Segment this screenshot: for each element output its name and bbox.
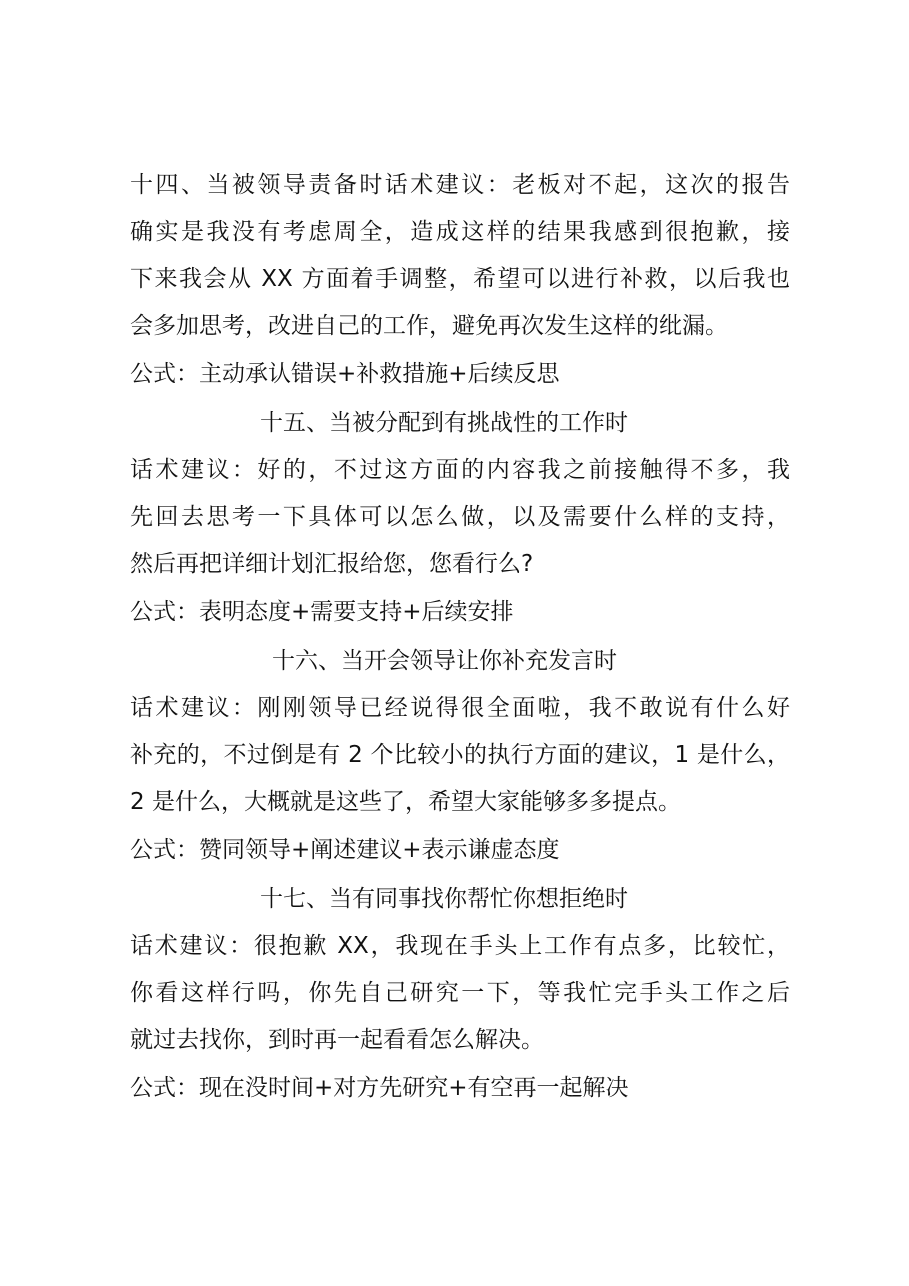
section-16-line-2: 补充的，不过倒是有 2 个比较小的执行方面的建议，1 是什么， [130, 742, 790, 768]
section-16-line-3: 2 是什么，大概就是这些了，希望大家能够多多提点。 [130, 789, 681, 815]
section-14-line-1: 十四、当被领导责备时话术建议：老板对不起，这次的报告 [130, 172, 790, 198]
section-16-line-1: 话术建议：刚刚领导已经说得很全面啦，我不敢说有什么好 [130, 695, 790, 721]
section-17-line-1: 话术建议：很抱歉 XX，我现在手头上工作有点多，比较忙， [130, 933, 790, 959]
section-16-formula: 公式：赞同领导+阐述建议+表示谦虚态度 [130, 837, 560, 863]
section-17-heading: 十七、当有同事找你帮忙你想拒绝时 [260, 886, 628, 912]
section-17-line-3: 就过去找你，到时再一起看看怎么解决。 [130, 1027, 544, 1053]
section-14-line-3: 下来我会从 XX 方面着手调整，希望可以进行补救，以后我也 [130, 266, 790, 292]
section-15-heading: 十五、当被分配到有挑战性的工作时 [260, 410, 628, 436]
section-15-formula: 公式：表明态度+需要支持+后续安排 [130, 599, 514, 625]
section-15-line-1: 话术建议：好的，不过这方面的内容我之前接触得不多，我 [130, 457, 790, 483]
section-14-formula: 公式：主动承认错误+补救措施+后续反思 [130, 361, 560, 387]
section-15-line-2: 先回去思考一下具体可以怎么做，以及需要什么样的支持， [130, 504, 790, 530]
section-17-line-2: 你看这样行吗，你先自己研究一下，等我忙完手头工作之后 [130, 980, 790, 1006]
section-16-heading: 十六、当开会领导让你补充发言时 [272, 648, 617, 674]
section-14-line-4: 会多加思考，改进自己的工作，避免再次发生这样的纰漏。 [130, 313, 728, 339]
section-14-line-2: 确实是我没有考虑周全，造成这样的结果我感到很抱歉，接 [130, 219, 790, 245]
section-17-formula: 公式：现在没时间+对方先研究+有空再一起解决 [130, 1075, 629, 1101]
section-15-line-3: 然后再把详细计划汇报给您，您看行么? [130, 551, 534, 577]
